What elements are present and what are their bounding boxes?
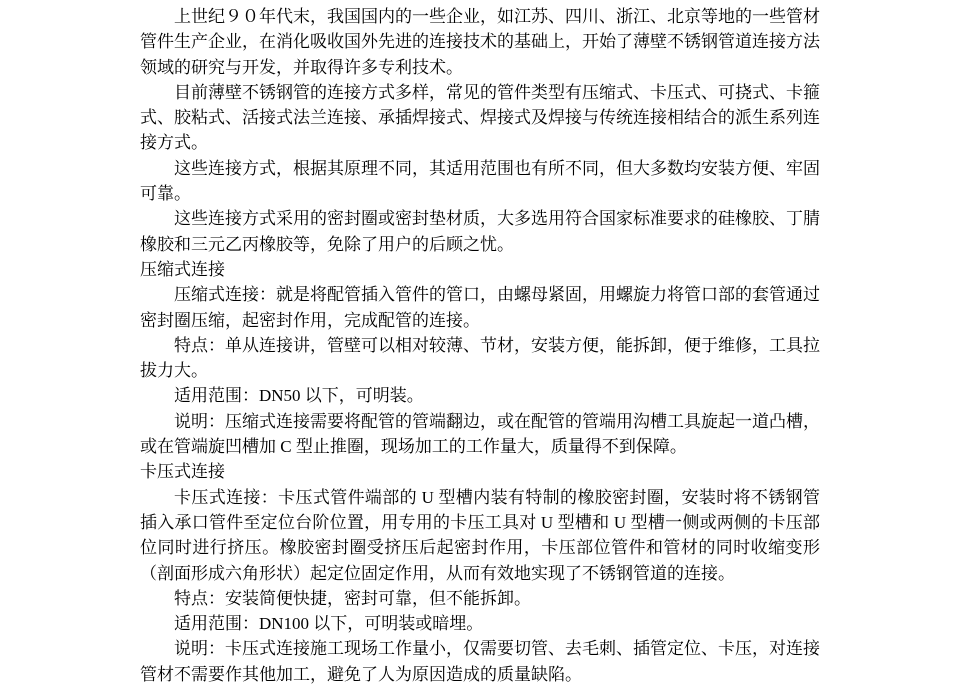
paragraph-clamp-definition: 卡压式连接：卡压式管件端部的 U 型槽内装有特制的橡胶密封圈，安装时将不锈钢管插入承口管件至定位台阶位置，用专用的卡压工具对 U 型槽和 U 型槽一侧或两侧的卡压部位同时进行挤压。橡胶密封圈受挤压后起密封作用，卡压部位管件和管材的同时收缩变形（剖面形成六角形状）起定位固定作用，从而有效地实现了不锈钢管道的连接。 (140, 487, 820, 583)
heading-compression-connection: 压缩式连接 (140, 259, 225, 279)
paragraph-connection-types: 目前薄壁不锈钢管的连接方式多样，常见的管件类型有压缩式、卡压式、可挠式、卡箍式、胶粘式、活接式法兰连接、承插焊接式、焊接式及焊接与传统连接相结合的派生系列连接方式。 (140, 82, 820, 153)
paragraph-applicability: 这些连接方式，根据其原理不同，其适用范围也有所不同，但大多数均安装方便、牢固可靠。 (140, 158, 820, 204)
paragraph-compression-scope: 适用范围：DN50 以下，可明装。 (174, 386, 424, 406)
paragraph-compression-note: 说明：压缩式连接需要将配管的管端翻边，或在配管的管端用沟槽工具旋起一道凸槽，或在管端旋凹槽加 C 型止推圈，现场加工的工作量大，质量得不到保障。 (140, 411, 820, 457)
paragraph-compression-definition: 压缩式连接：就是将配管插入管件的管口，由螺母紧固，用螺旋力将管口部的套管通过密封圈压缩，起密封作用，完成配管的连接。 (140, 285, 820, 330)
paragraph-compression-features: 特点：单从连接讲，管壁可以相对较薄、节材，安装方便，能拆卸，便于维修，工具拉拔力大。 (140, 335, 820, 381)
heading-clamp-connection: 卡压式连接 (140, 462, 225, 482)
paragraph-history: 上世纪９０年代末，我国国内的一些企业，如江苏、四川、浙江、北京等地的一些管材管件生产企业，在消化吸收国外先进的连接技术的基础上，开始了薄壁不锈钢管道连接方法领域的研究与开发，并取得许多专利技术。 (140, 7, 820, 77)
paragraph-clamp-features: 特点：安装简便快捷，密封可靠，但不能拆卸。 (174, 588, 531, 608)
paragraph-clamp-scope: 适用范围：DN100 以下，可明装或暗埋。 (174, 614, 484, 634)
paragraph-clamp-note: 说明：卡压式连接施工现场工作量小，仅需要切管、去毛刺、插管定位、卡压，对连接管材不需要作其他加工，避免了人为原因造成的质量缺陷。 (140, 639, 820, 684)
paragraph-seal-materials: 这些连接方式采用的密封圈或密封垫材质，大多选用符合国家标准要求的硅橡胶、丁腈橡胶和三元乙丙橡胶等，免除了用户的后顾之忧。 (140, 209, 820, 254)
